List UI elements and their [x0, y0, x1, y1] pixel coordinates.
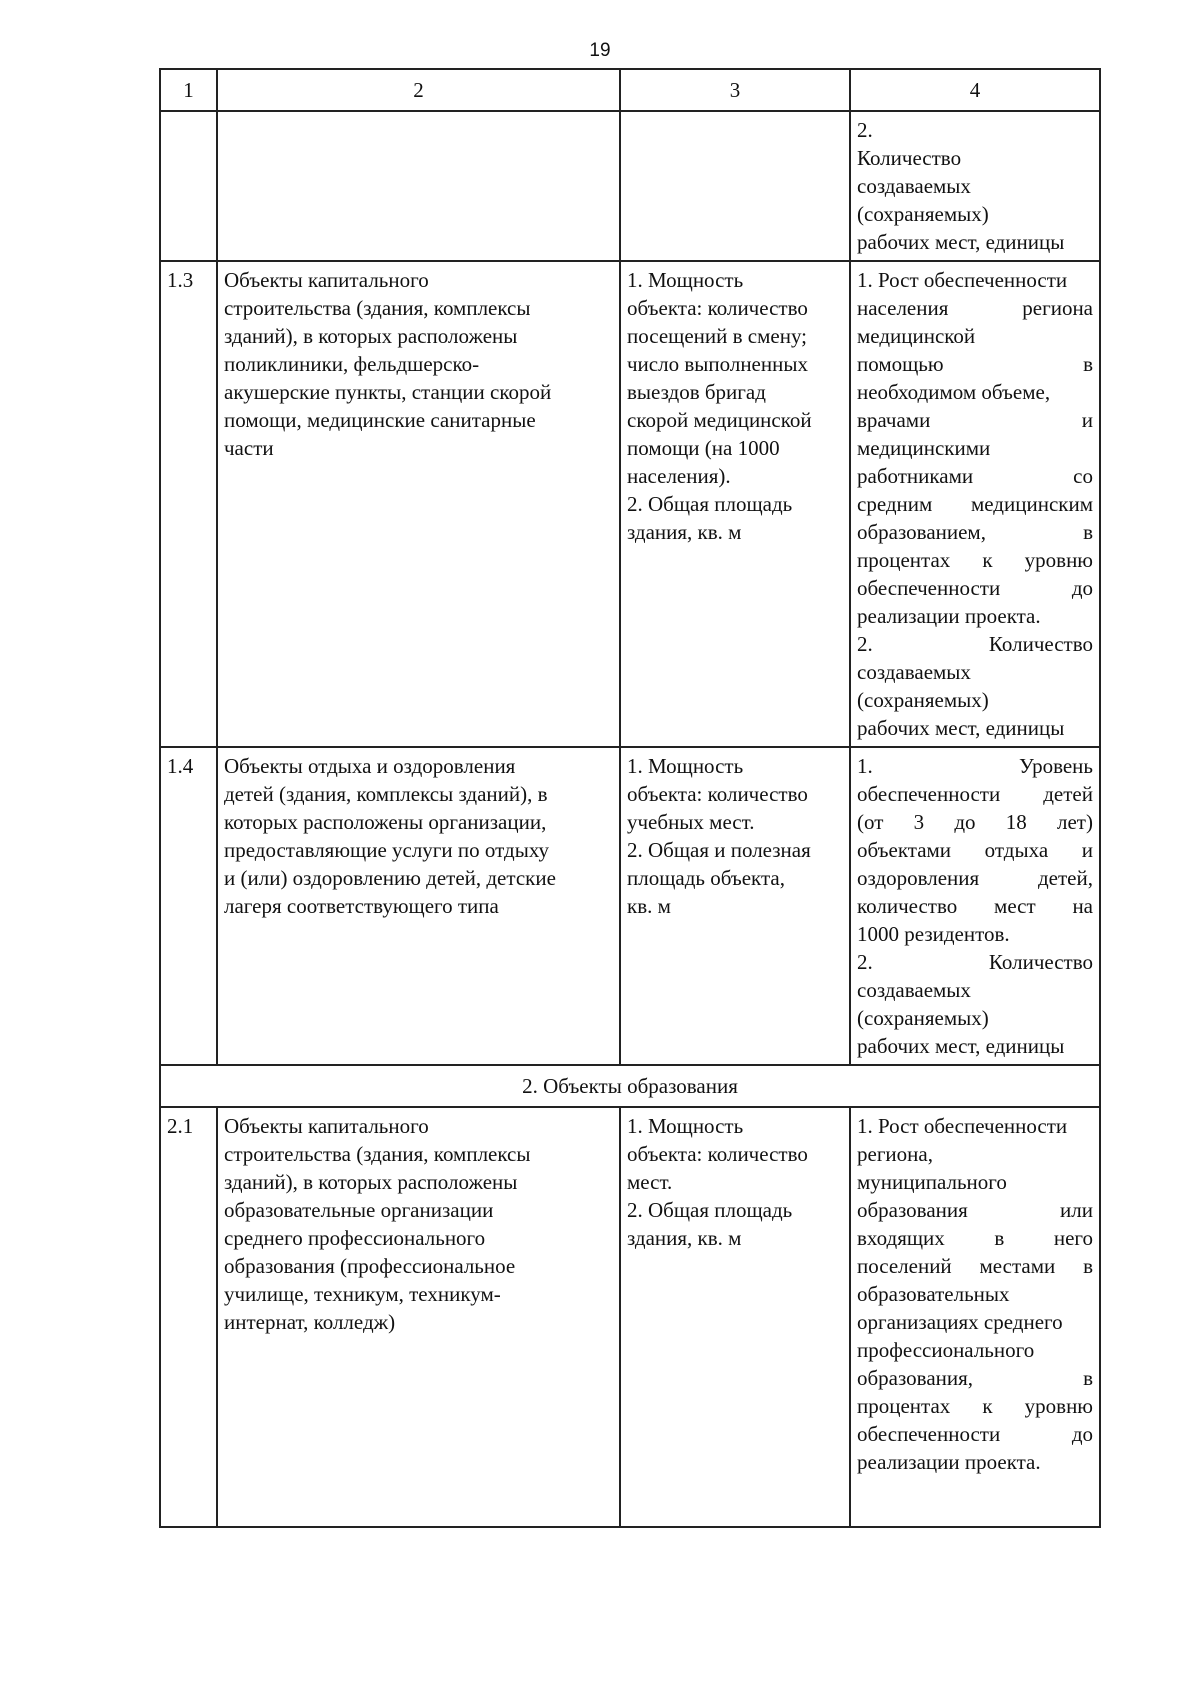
- capacity-cell: [620, 1107, 850, 1527]
- header-cell-4: 4: [850, 69, 1100, 111]
- cell-text-line: процентах к уровню: [857, 1394, 1093, 1418]
- indicator-cell: [850, 261, 1100, 747]
- cell-text-line: 2.: [857, 118, 873, 142]
- cell-text-line: 2. Общая и полезная: [627, 838, 811, 862]
- object-type-cell: [217, 747, 620, 1065]
- header-cell-1: 1: [160, 69, 217, 111]
- cell-text-line: рабочих мест, единицы: [857, 716, 1065, 740]
- capacity-cell: [620, 747, 850, 1065]
- object-type-cell: [217, 111, 620, 261]
- cell-text-line: средним медицинским: [857, 492, 1093, 516]
- cell-text-line: обеспеченности до: [857, 576, 1093, 600]
- cell-text-line: объектами отдыха и: [857, 838, 1093, 862]
- header-cell-3: 3: [620, 69, 850, 111]
- cell-text-line: лагеря соответствующего типа: [224, 894, 499, 918]
- cell-text-line: поселений местами в: [857, 1254, 1093, 1278]
- capacity-cell: [620, 111, 850, 261]
- cell-text-line: количество мест на: [857, 894, 1093, 918]
- cell-text-line: строительства (здания, комплексы: [224, 296, 531, 320]
- cell-text-line: населения региона: [857, 296, 1093, 320]
- section-header-row: [160, 1065, 1100, 1107]
- cell-text-line: реализации проекта.: [857, 604, 1041, 628]
- cell-text-line: объекта: количество: [627, 782, 808, 806]
- cell-text-line: образовательные организации: [224, 1198, 494, 1222]
- cell-text-line: создаваемых: [857, 174, 971, 198]
- cell-text-line: реализации проекта.: [857, 1450, 1041, 1474]
- cell-text-line: медицинскими: [857, 436, 991, 460]
- cell-text-line: зданий), в которых расположены: [224, 324, 518, 348]
- cell-text-line: 1000 резидентов.: [857, 922, 1010, 946]
- cell-text-line: образованием, в: [857, 520, 1093, 544]
- table-row-2-1: [160, 1107, 1100, 1527]
- cell-text-line: помощью в: [857, 352, 1093, 376]
- cell-text-line: создаваемых: [857, 660, 971, 684]
- cell-text-line: среднего профессионального: [224, 1226, 486, 1250]
- cell-text-line: Объекты отдыха и оздоровления: [224, 754, 516, 778]
- cell-text-line: обеспеченности детей: [857, 782, 1093, 806]
- header-cell-2: 2: [217, 69, 620, 111]
- cell-text-line: (сохраняемых): [857, 688, 989, 712]
- cell-text-line: предоставляющие услуги по отдыху: [224, 838, 550, 862]
- cell-text-line: организациях среднего: [857, 1310, 1063, 1334]
- indicators-table: [159, 68, 1101, 1528]
- cell-text-line: 1. Уровень: [857, 754, 1093, 778]
- cell-text-line: образования (профессиональное: [224, 1254, 516, 1278]
- cell-text-line: медицинской: [857, 324, 976, 348]
- indicator-cell: [850, 747, 1100, 1065]
- cell-text-line: необходимом объеме,: [857, 380, 1051, 404]
- cell-text-line: (сохраняемых): [857, 202, 989, 226]
- cell-text-line: здания, кв. м: [627, 520, 742, 544]
- cell-text-line: помощи, медицинские санитарные: [224, 408, 536, 432]
- cell-text-line: кв. м: [627, 894, 671, 918]
- cell-text-line: здания, кв. м: [627, 1226, 742, 1250]
- cell-text-line: (сохраняемых): [857, 1006, 989, 1030]
- cell-text-line: строительства (здания, комплексы: [224, 1142, 531, 1166]
- cell-text-line: населения).: [627, 464, 731, 488]
- cell-text-line: число выполненных: [627, 352, 808, 376]
- cell-text-line: 2. Количество: [857, 632, 1093, 656]
- cell-text-line: училище, техникум, техникум-: [224, 1282, 501, 1306]
- indicator-cell: [850, 1107, 1100, 1527]
- cell-text-line: входящих в него: [857, 1226, 1093, 1250]
- cell-text-line: региона,: [857, 1142, 933, 1166]
- cell-text-line: 2. Общая площадь: [627, 492, 793, 516]
- cell-text-line: образовательных: [857, 1282, 1010, 1306]
- cell-text-line: посещений в смену;: [627, 324, 808, 348]
- cell-text-line: помощи (на 1000: [627, 436, 780, 460]
- cell-text-line: зданий), в которых расположены: [224, 1170, 518, 1194]
- cell-text-line: 1. Рост обеспеченности: [857, 1114, 1068, 1138]
- cell-text-line: 1. Мощность: [627, 268, 744, 292]
- cell-text-line: скорой медицинской: [627, 408, 812, 432]
- cell-text-line: акушерские пункты, станции скорой: [224, 380, 552, 404]
- cell-text-line: объекта: количество: [627, 296, 808, 320]
- cell-text-line: Объекты капитального: [224, 1114, 429, 1138]
- page-number: 19: [589, 40, 611, 61]
- section-title: 2. Объекты образования: [160, 1065, 1100, 1107]
- cell-text-line: выездов бригад: [627, 380, 766, 404]
- object-type-cell: [217, 1107, 620, 1527]
- cell-text-line: поликлиники, фельдшерско-: [224, 352, 480, 376]
- cell-text-line: детей (здания, комплексы зданий), в: [224, 782, 548, 806]
- cell-text-line: рабочих мест, единицы: [857, 230, 1065, 254]
- cell-text-line: создаваемых: [857, 978, 971, 1002]
- cell-text-line: учебных мест.: [627, 810, 755, 834]
- cell-text-line: Количество: [857, 146, 962, 170]
- table-row-continued: [160, 111, 1100, 261]
- cell-text-line: интернат, колледж): [224, 1310, 396, 1334]
- cell-text-line: образования или: [857, 1198, 1093, 1222]
- cell-text-line: 2. Количество: [857, 950, 1093, 974]
- cell-text-line: 1. Мощность: [627, 754, 744, 778]
- cell-text-line: обеспеченности до: [857, 1422, 1093, 1446]
- table-row-1-3: [160, 261, 1100, 747]
- object-type-cell: [217, 261, 620, 747]
- cell-text-line: 1. Рост обеспеченности: [857, 268, 1068, 292]
- cell-text-line: образования, в: [857, 1366, 1093, 1390]
- cell-text-line: и (или) оздоровлению детей, детские: [224, 866, 556, 890]
- table-row-1-4: [160, 747, 1100, 1065]
- cell-text-line: врачами и: [857, 408, 1093, 432]
- cell-text-line: которых расположены организации,: [224, 810, 547, 834]
- row-number-cell: [160, 111, 217, 261]
- cell-text-line: оздоровления детей,: [857, 866, 1093, 890]
- capacity-cell: [620, 261, 850, 747]
- cell-text-line: части: [224, 436, 274, 460]
- indicator-cell: [850, 111, 1100, 261]
- cell-text-line: площадь объекта,: [627, 866, 785, 890]
- row-number-cell: 2.1: [160, 1107, 217, 1527]
- table-header-row: [160, 69, 1100, 111]
- cell-text-line: профессионального: [857, 1338, 1035, 1362]
- cell-text-line: 1. Мощность: [627, 1114, 744, 1138]
- cell-text-line: процентах к уровню: [857, 548, 1093, 572]
- cell-text-line: работниками со: [857, 464, 1093, 488]
- cell-text-line: муниципального: [857, 1170, 1007, 1194]
- cell-text-line: мест.: [627, 1170, 673, 1194]
- cell-text-line: (от 3 до 18 лет): [857, 810, 1093, 834]
- cell-text-line: 2. Общая площадь: [627, 1198, 793, 1222]
- cell-text-line: Объекты капитального: [224, 268, 429, 292]
- row-number-cell: 1.3: [160, 261, 217, 747]
- cell-text-line: объекта: количество: [627, 1142, 808, 1166]
- cell-text-line: рабочих мест, единицы: [857, 1034, 1065, 1058]
- row-number-cell: 1.4: [160, 747, 217, 1065]
